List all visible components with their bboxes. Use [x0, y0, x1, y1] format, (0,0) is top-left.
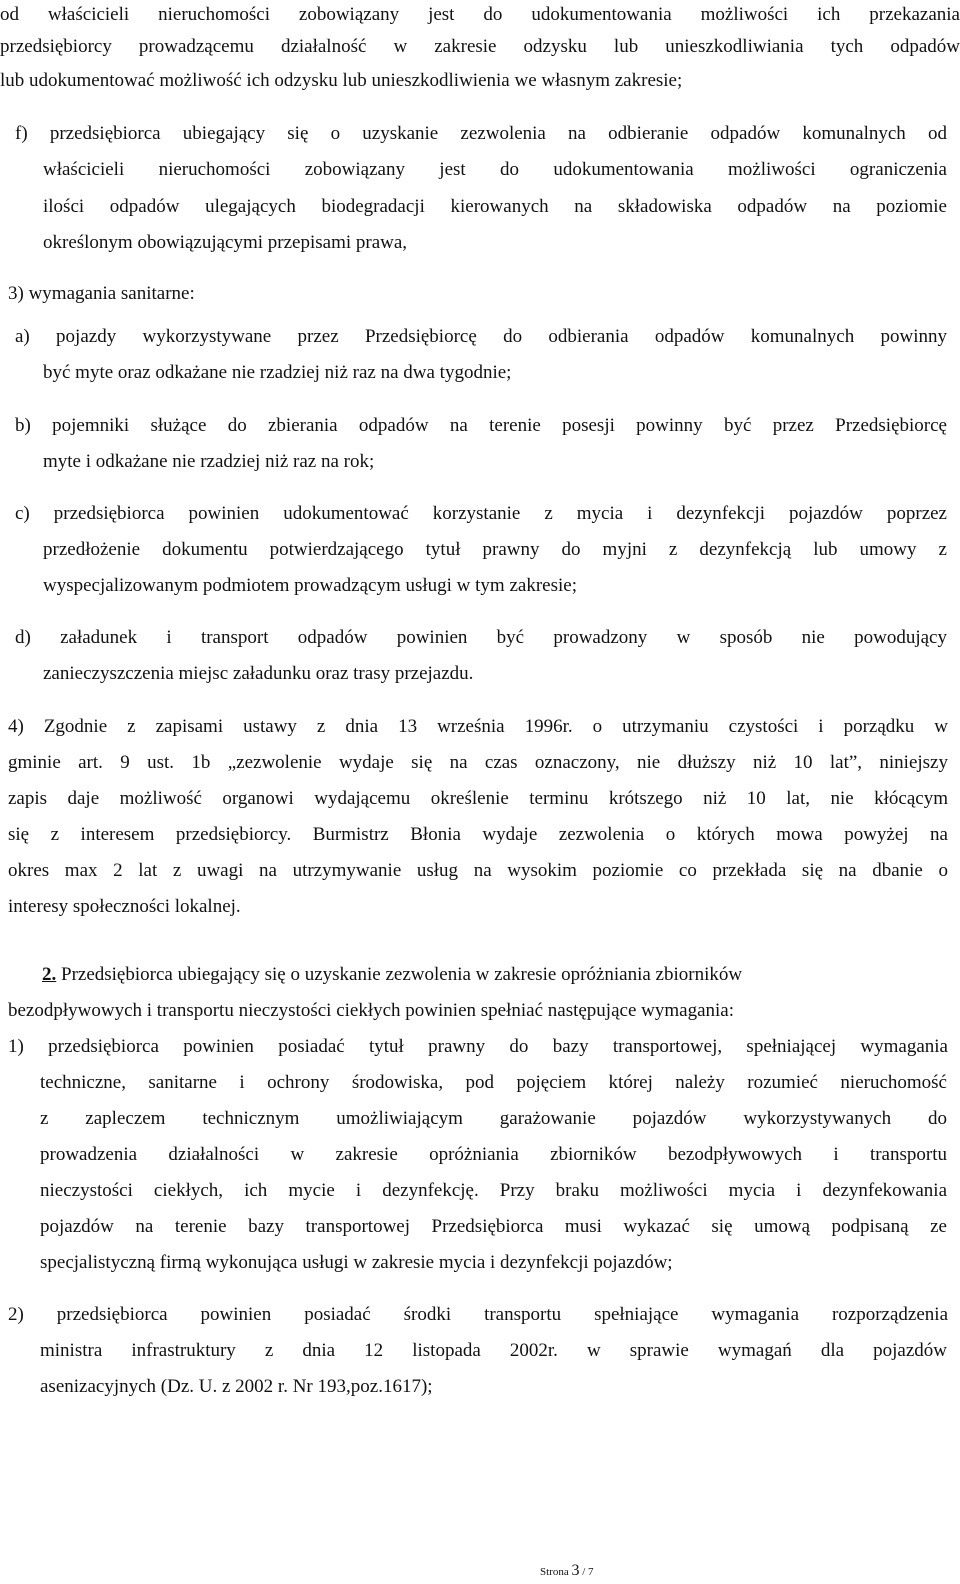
text-line: od właścicieli nieruchomości zobowiązany jest do udokumentowania możliwości ich przekazania: [0, 4, 960, 25]
text-line: interesy społeczności lokalnej.: [8, 896, 241, 917]
list-item-4: 4) Zgodnie z zapisami ustawy z dnia 13 września 1996r. o utrzymaniu czystości i porządku w: [8, 716, 948, 737]
list-item-3: 3) wymagania sanitarne:: [8, 283, 195, 304]
page-number: 3: [571, 1562, 580, 1579]
list-item-2: 2) przedsiębiorca powinien posiadać środki transportu spełniające wymagania rozporządzenia: [8, 1304, 948, 1325]
text-line: prowadzenia działalności w zakresie opróżniania zbiorników bezodpływowych i transportu: [40, 1144, 947, 1165]
list-item-d: d) załadunek i transport odpadów powinien być prowadzony w sposób nie powodujący: [15, 627, 947, 648]
text-line: lub udokumentować możliwość ich odzysku lub unieszkodliwienia we własnym zakresie;: [0, 70, 683, 91]
section-2-text: Przedsiębiorca ubiegający się o uzyskanie zezwolenia w zakresie opróżniania zbiorników: [61, 964, 743, 985]
text-line: właścicieli nieruchomości zobowiązany jest do udokumentowania możliwości ograniczenia: [43, 159, 947, 180]
section-2-heading: [42, 960, 948, 990]
text-line: ilości odpadów ulegających biodegradacji kierowanych na składowiska odpadów na poziomie: [43, 196, 947, 217]
list-item-a: a) pojazdy wykorzystywane przez Przedsiębiorcę do odbierania odpadów komunalnych powinny: [15, 326, 947, 347]
text-line: określonym obowiązującymi przepisami prawa,: [43, 232, 408, 253]
text-line: nieczystości ciekłych, ich mycie i dezynfekcję. Przy braku możliwości mycia i dezynfekowania: [40, 1180, 947, 1201]
text-line: bezodpływowych i transportu nieczystości ciekłych powinien spełniać następujące wymagania:: [8, 1000, 734, 1021]
page-footer: [540, 1562, 594, 1580]
text-line: przedsiębiorcy prowadzącemu działalność w zakresie odzysku lub unieszkodliwiania tych odpadów: [0, 36, 960, 57]
text-line: ministra infrastruktury z dnia 12 listopada 2002r. w sprawie wymagań dla pojazdów: [40, 1340, 947, 1361]
text-line: gminie art. 9 ust. 1b „zezwolenie wydaje się na czas oznaczony, nie dłuższy niż 10 lat”, niniejszy: [8, 752, 948, 773]
footer-label: Strona: [540, 1566, 569, 1578]
text-line: asenizacyjnych (Dz. U. z 2002 r. Nr 193,poz.1617);: [40, 1376, 433, 1397]
text-line: zanieczyszczenia miejsc załadunku oraz trasy przejazdu.: [43, 663, 474, 684]
text-line: być myte oraz odkażane nie rzadziej niż raz na dwa tygodnie;: [43, 362, 512, 383]
text-line: pojazdów na terenie bazy transportowej Przedsiębiorca musi wykazać się umową podpisaną ze: [40, 1216, 947, 1237]
text-line: specjalistyczną firmą wykonująca usługi w zakresie mycia i dezynfekcji pojazdów;: [40, 1252, 673, 1273]
text-line: z zapleczem technicznym umożliwiającym garażowanie pojazdów wykorzystywanych do: [40, 1108, 947, 1129]
text-line: zapis daje możliwość organowi wydającemu określenie terminu krótszego niż 10 lat, nie kłócącym: [8, 788, 948, 809]
text-line: się z interesem przedsiębiorcy. Burmistrz Błonia wydaje zezwolenia o których mowa powyżej na: [8, 824, 948, 845]
section-number: 2.: [42, 964, 57, 985]
text-line: techniczne, sanitarne i ochrony środowiska, pod pojęciem której należy rozumieć nieruchomość: [40, 1072, 947, 1093]
list-item-f: f) przedsiębiorca ubiegający się o uzyskanie zezwolenia na odbieranie odpadów komunalnych od: [15, 123, 947, 144]
list-item-1: 1) przedsiębiorca powinien posiadać tytuł prawny do bazy transportowej, spełniającej wymagania: [8, 1036, 948, 1057]
text-line: okres max 2 lat z uwagi na utrzymywanie usług na wysokim poziomie co przekłada się na dbanie o: [8, 860, 948, 881]
list-item-b: b) pojemniki służące do zbierania odpadów na terenie posesji powinny być przez Przedsiębiorcę: [15, 415, 947, 436]
list-item-c: c) przedsiębiorca powinien udokumentować korzystanie z mycia i dezynfekcji pojazdów poprzez: [15, 503, 947, 524]
page-total: / 7: [582, 1566, 594, 1578]
text-line: wyspecjalizowanym podmiotem prowadzącym usługi w tym zakresie;: [43, 575, 577, 596]
text-line: przedłożenie dokumentu potwierdzającego tytuł prawny do myjni z dezynfekcją lub umowy z: [43, 539, 947, 560]
text-line: myte i odkażane nie rzadziej niż raz na rok;: [43, 451, 375, 472]
